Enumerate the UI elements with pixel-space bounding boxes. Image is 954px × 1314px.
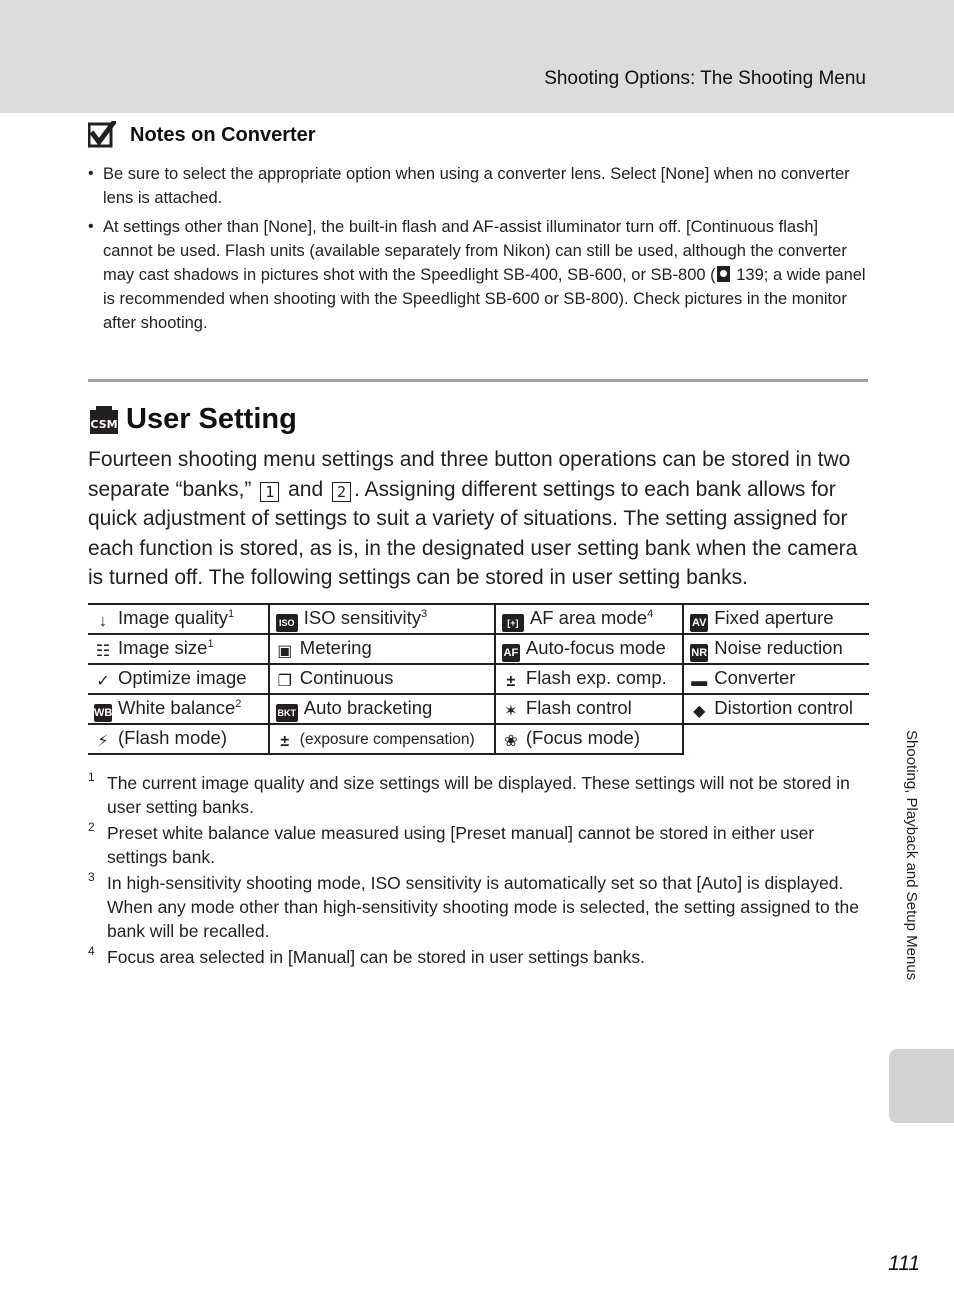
iso-icon: ISO xyxy=(276,614,298,632)
footnote xyxy=(88,871,868,943)
settings-cell xyxy=(269,694,495,724)
distortion-icon: ◆ xyxy=(693,703,706,720)
settings-cell-label: (Flash mode) xyxy=(118,727,227,748)
footnote-ref: 4 xyxy=(647,607,654,620)
settings-cell xyxy=(495,694,683,724)
notes-title: Notes on Converter xyxy=(130,123,316,146)
autofocus-icon: AF xyxy=(502,644,520,662)
page-number: 111 xyxy=(888,1252,920,1275)
settings-cell xyxy=(269,664,495,694)
settings-cell xyxy=(88,604,269,634)
section-divider xyxy=(88,379,868,382)
svg-text:CSM: CSM xyxy=(90,417,118,431)
settings-cell-label: Continuous xyxy=(299,667,394,688)
settings-row xyxy=(88,724,869,754)
settings-cell xyxy=(495,604,683,634)
image-quality-icon: ↓ xyxy=(99,613,107,630)
settings-cell xyxy=(495,664,683,694)
settings-cell xyxy=(495,724,683,754)
noise-reduction-icon: NR xyxy=(690,644,708,662)
settings-cell-label: ISO sensitivity xyxy=(303,606,421,628)
metering-icon: ▣ xyxy=(277,643,293,660)
notes-bullet xyxy=(88,162,868,210)
settings-cell xyxy=(683,634,869,664)
settings-cell xyxy=(88,724,269,754)
settings-cell xyxy=(269,724,495,754)
settings-row xyxy=(88,634,869,664)
check-icon xyxy=(88,121,116,149)
white-balance-icon: WB xyxy=(94,704,112,722)
intro-paragraph xyxy=(88,445,868,593)
af-area-icon: [+] xyxy=(502,614,524,632)
running-header-title: Shooting Options: The Shooting Menu xyxy=(544,68,866,89)
side-tab-label: Shooting, Playback and Setup Menus xyxy=(903,730,920,981)
settings-cell xyxy=(683,694,869,724)
settings-cell xyxy=(88,664,269,694)
footnote-ref: 2 xyxy=(235,697,242,710)
continuous-icon: ❐ xyxy=(277,673,292,690)
footnote-ref: 1 xyxy=(207,637,214,650)
notes-heading xyxy=(88,121,316,149)
optimize-icon: ✓ xyxy=(96,673,110,690)
notes-bullet-text: Be sure to select the appropriate option when using a converter lens. Select [None] when no converter lens is attached. xyxy=(103,165,850,207)
section-title: User Setting xyxy=(126,403,297,435)
footnote xyxy=(88,945,868,969)
footnote-number: 1 xyxy=(88,770,95,784)
notes-bullet-text: At settings other than [None], the built-in flash and AF-assist illuminator turn off. [Continuous flash] cannot be used. Flash units (available separately from Nikon) can still be used, although the converter may cast shadows in pictures shot with the Speedlight SB-400, SB-600, or SB-800 ( xyxy=(103,218,847,284)
focus-mode-icon: ❀ xyxy=(504,733,518,750)
fixed-aperture-icon: AV xyxy=(690,614,708,632)
converter-icon: ▬ xyxy=(691,673,708,690)
intro-text: . Assigning different settings to each bank allows for quick adjustment of settings to suit a variety of situations. The setting assigned for each function is stored, as is, in the designated user setting bank when the camera is turned off. The following settings can be stored in user setting banks. xyxy=(88,477,858,589)
notes-bullet xyxy=(88,215,868,335)
page-header xyxy=(0,0,954,113)
settings-cell-label: Image quality xyxy=(118,607,229,628)
settings-cell-empty xyxy=(683,724,869,754)
footnote-number: 4 xyxy=(88,944,95,958)
page-reference-icon xyxy=(717,266,730,282)
settings-cell-label: Auto-focus mode xyxy=(525,636,666,658)
settings-cell-label: Metering xyxy=(299,637,372,658)
section-heading xyxy=(88,403,297,436)
flash-mode-icon: ⚡ xyxy=(97,733,109,750)
settings-row xyxy=(88,694,869,724)
footnote-number: 3 xyxy=(88,870,95,884)
footnote-text: The current image quality and size settings will be displayed. These settings will not be stored in user setting banks. xyxy=(107,773,850,817)
settings-cell xyxy=(269,604,495,634)
bank-1-icon: 1 xyxy=(260,482,279,502)
footnote-text: Focus area selected in [Manual] can be stored in user settings banks. xyxy=(107,947,645,967)
footnote-ref: 3 xyxy=(420,607,428,620)
settings-cell xyxy=(88,634,269,664)
settings-cell-label: Auto bracketing xyxy=(303,696,433,718)
settings-cell-label: (Focus mode) xyxy=(525,727,641,748)
settings-cell-label: Image size xyxy=(118,637,208,658)
settings-cell-label: Flash control xyxy=(525,697,632,718)
bracketing-icon: BKT xyxy=(276,704,298,722)
settings-cell-label: Noise reduction xyxy=(714,636,843,658)
flash-comp-icon: ± xyxy=(506,673,516,690)
settings-cell-label: Optimize image xyxy=(118,667,247,688)
csm-icon xyxy=(88,404,120,436)
notes-bullet-text: 139; a wide panel is recommended when shooting with the Speedlight SB-600 or SB-800). Check pictures in the monitor after shooting. xyxy=(103,266,866,332)
settings-cell-label: Distortion control xyxy=(714,697,854,718)
settings-table xyxy=(88,603,869,755)
settings-row xyxy=(88,604,869,634)
settings-cell-label: Converter xyxy=(714,667,796,688)
settings-cell-label: Fixed aperture xyxy=(714,606,834,628)
settings-row xyxy=(88,664,869,694)
notes-list xyxy=(88,162,868,340)
settings-cell-label: White balance xyxy=(118,696,236,718)
intro-text: Fourteen shooting menu settings and three button operations can be stored in two separate “banks,” xyxy=(88,448,851,501)
footnote-text: In high-sensitivity shooting mode, ISO sensitivity is automatically set so that [Auto] is displayed. When any mode other than high-sensitivity shooting mode is selected, the setting assigned to the bank will be recalled. xyxy=(107,873,859,941)
settings-cell-label: Flash exp. comp. xyxy=(525,667,667,688)
settings-cell-label: AF area mode xyxy=(529,606,648,628)
footnote xyxy=(88,821,868,869)
flash-control-icon: ✶ xyxy=(504,703,518,720)
footnote-text: Preset white balance value measured using [Preset manual] cannot be stored in either user settings bank. xyxy=(107,823,815,867)
chapter-tab[interactable] xyxy=(889,1049,954,1123)
image-size-icon: ☷ xyxy=(95,643,111,660)
footnote xyxy=(88,771,868,819)
settings-cell-label: (exposure compensation) xyxy=(299,731,475,748)
settings-cell xyxy=(683,664,869,694)
footnote-ref: 1 xyxy=(228,607,235,620)
settings-cell xyxy=(683,604,869,634)
settings-cell xyxy=(88,694,269,724)
footnotes xyxy=(88,771,868,971)
settings-cell xyxy=(269,634,495,664)
intro-text: and xyxy=(282,477,329,501)
bank-2-icon: 2 xyxy=(332,482,351,502)
footnote-number: 2 xyxy=(88,820,95,834)
exposure-comp-icon: ± xyxy=(280,733,290,750)
settings-cell xyxy=(495,634,683,664)
